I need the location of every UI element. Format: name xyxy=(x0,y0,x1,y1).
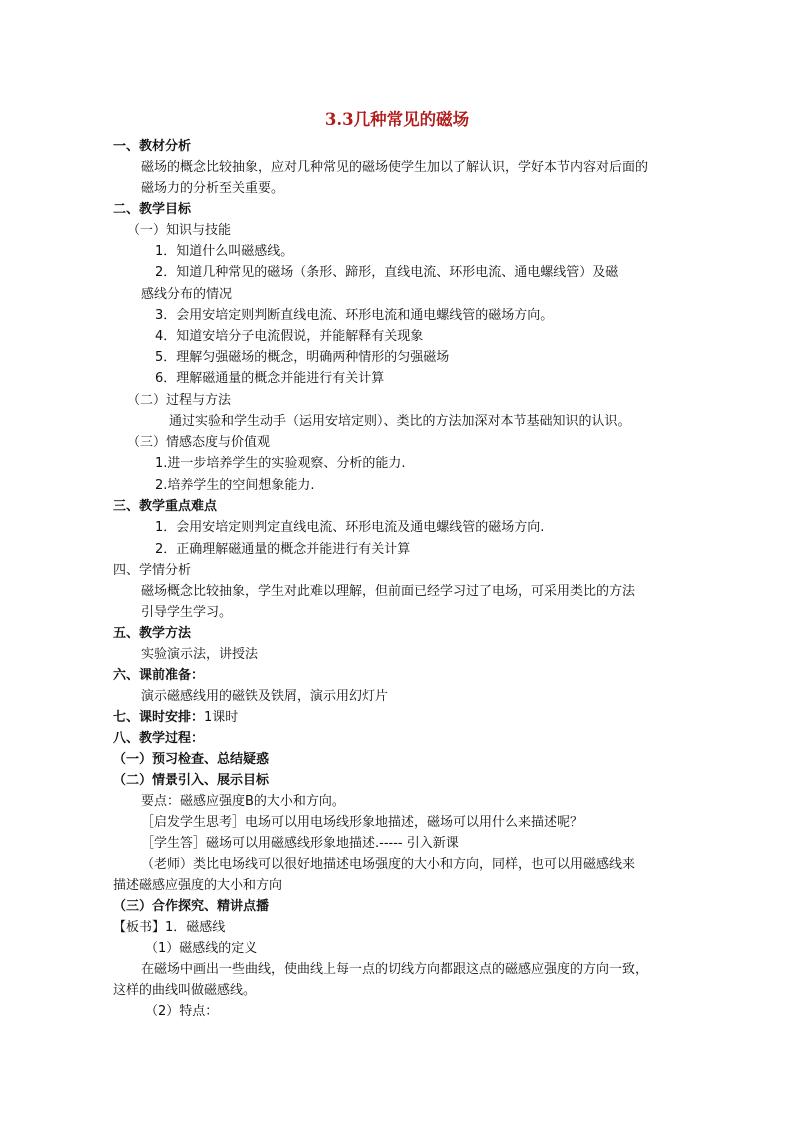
paragraph-line: ［学生答］磁场可以用磁感线形象地描述.----- 引入新课 xyxy=(141,836,459,851)
paragraph-line: 在磁场中画出一些曲线，使曲线上每一点的切线方向都跟这点的磁感应强度的方向一致， xyxy=(141,962,649,977)
list-item: 2．正确理解磁通量的概念并能进行有关计算 xyxy=(155,542,411,557)
list-item: 3．会用安培定则判断直线电流、环形电流和通电螺线管的磁场方向。 xyxy=(155,308,554,323)
paragraph-line: 实验演示法，讲授法 xyxy=(141,647,259,662)
subsection-heading: （2）特点： xyxy=(145,1004,219,1019)
paragraph-line: 磁场的概念比较抽象，应对几种常见的磁场使学生加以了解认识，学好本节内容对后面的 xyxy=(141,160,649,175)
paragraph-line: 通过实验和学生动手（运用安培定则）、类比的方法加深对本节基础知识的认识。 xyxy=(169,414,631,429)
section-heading: 五、教学方法 xyxy=(113,626,192,641)
list-item-continued: 感线分布的情况 xyxy=(141,287,233,302)
section-heading-row xyxy=(113,709,238,727)
paragraph-line: 描述磁感应强度的大小和方向 xyxy=(113,878,283,893)
list-item: 2．知道几种常见的磁场（条形、蹄形，直线电流、环形电流、通电螺线管）及磁 xyxy=(155,265,619,280)
section-heading: 二、教学目标 xyxy=(113,202,192,217)
subsection-heading: （二）情景引入、展示目标 xyxy=(113,773,270,788)
subsection-heading: （一）预习检查、总结疑惑 xyxy=(113,752,270,767)
paragraph-line: 演示磁感线用的磁铁及铁屑，演示用幻灯片 xyxy=(141,689,389,704)
subsection-heading: （一）知识与技能 xyxy=(127,223,232,238)
paragraph-line: 要点：磁感应强度B的大小和方向。 xyxy=(141,794,345,809)
paragraph-line: 磁场力的分析至关重要。 xyxy=(141,181,285,196)
board-note: 【板书】1．磁感线 xyxy=(113,920,226,935)
paragraph-line: 这样的曲线叫做磁感线。 xyxy=(113,983,257,998)
list-item: 1．知道什么叫磁感线。 xyxy=(155,244,294,259)
list-item: 6．理解磁通量的概念并能进行有关计算 xyxy=(155,371,385,386)
paragraph-line: 磁场概念比较抽象，学生对此难以理解，但前面已经学习过了电场，可采用类比的方法 xyxy=(141,584,636,599)
page-title: 3.3几种常见的磁场 xyxy=(324,110,470,129)
paragraph-line: ［启发学生思考］电场可以用电场线形象地描述，磁场可以用什么来描述呢？ xyxy=(141,815,584,830)
section-heading: 六、课前准备： xyxy=(113,668,205,683)
list-item: 1.进一步培养学生的实验观察、分析的能力. xyxy=(155,456,406,471)
section-heading: 三、教学重点难点 xyxy=(113,499,218,514)
subsection-heading: （二）过程与方法 xyxy=(127,393,232,408)
subsection-heading: （三）情感态度与价值观 xyxy=(127,435,271,450)
subsection-heading: （三）合作探究、精讲点播 xyxy=(113,899,270,914)
list-item: 2.培养学生的空间想象能力. xyxy=(155,478,315,493)
section-heading: 八、教学过程： xyxy=(113,731,205,746)
section-heading: 四、学情分析 xyxy=(113,563,192,578)
list-item: 4．知道安培分子电流假说，并能解释有关现象 xyxy=(155,329,424,344)
paragraph-line: 引导学生学习。 xyxy=(141,605,233,620)
section-heading: 七、课时安排： xyxy=(113,710,205,725)
section-heading: 一、教材分析 xyxy=(113,139,192,154)
list-item: 1．会用安培定则判定直线电流、环形电流及通电螺线管的磁场方向. xyxy=(155,520,545,535)
list-item: 5．理解匀强磁场的概念，明确两种情形的匀强磁场 xyxy=(155,350,450,365)
paragraph-line: （老师）类比电场线可以很好地描述电场强度的大小和方向，同样，也可以用磁感线来 xyxy=(141,857,636,872)
subsection-heading: （1）磁感线的定义 xyxy=(145,941,258,956)
class-hours-value: 1课时 xyxy=(204,710,239,725)
